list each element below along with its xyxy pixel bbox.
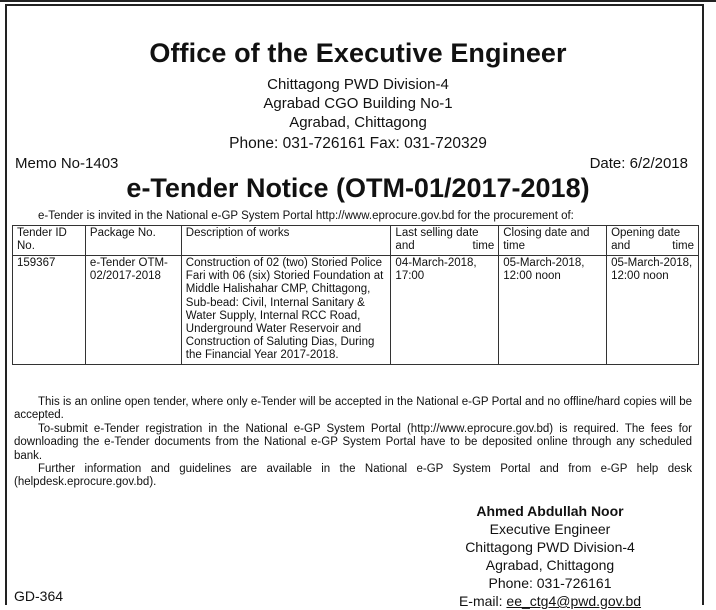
cell-tender-id: 159367 bbox=[13, 256, 86, 365]
paragraph-registration: To-submit e-Tender registration in the National e-GP System Portal (http://www.eprocure.gov.bd) is required. The fees for downloading the e-Tender documents from the National e-GP System Portal have to be deposited online through any scheduled bank. bbox=[14, 422, 692, 462]
col-header-package: Package No. bbox=[85, 226, 181, 256]
division-line: Chittagong PWD Division-4 bbox=[267, 76, 449, 93]
signatory-phone: Phone: 031-726161 bbox=[488, 575, 612, 591]
col-header-tender-id: Tender ID No. bbox=[13, 226, 86, 256]
phone-fax-line: Phone: 031-726161 Fax: 031-720329 bbox=[229, 135, 487, 152]
building-line: Agrabad CGO Building No-1 bbox=[263, 95, 453, 112]
location-line: Agrabad, Chittagong bbox=[289, 114, 427, 131]
signatory-designation: Executive Engineer bbox=[489, 521, 611, 537]
cell-closing: 05-March-2018, 12:00 noon bbox=[499, 256, 607, 365]
col-header-closing: Closing date and time bbox=[499, 226, 607, 256]
cell-description: Construction of 02 (two) Storied Police Fari with 06 (six) Storied Foundation at Middle Halishahar CMP, Chittagong, Sub-bead: Civil, Internal Sanitary & Water Supply, Internal RCC Road, Underground Water Reservoir and Construction of Saluting Dias, During the Financial Year 2017-2018. bbox=[181, 256, 391, 365]
cell-package: e-Tender OTM-02/2017-2018 bbox=[85, 256, 181, 365]
office-title: Office of the Executive Engineer bbox=[149, 38, 567, 68]
signatory-location: Agrabad, Chittagong bbox=[485, 557, 615, 573]
tender-table bbox=[12, 225, 699, 365]
paragraph-online-tender: This is an online open tender, where only e-Tender will be accepted in the National e-GP Portal and no offline/hard copies will be accepted. bbox=[14, 396, 692, 422]
signatory-division: Chittagong PWD Division-4 bbox=[465, 539, 635, 555]
signatory-email bbox=[450, 592, 650, 610]
cell-last-selling: 04-March-2018, 17:00 bbox=[391, 256, 499, 365]
email-link[interactable]: ee_ctg4@pwd.gov.bd bbox=[506, 593, 642, 609]
notice-title: e-Tender Notice (OTM-01/2017-2018) bbox=[126, 173, 590, 203]
col-header-opening: Opening date and time bbox=[607, 226, 699, 256]
gd-number: GD-364 bbox=[14, 588, 64, 604]
table-row bbox=[13, 256, 699, 365]
body-paragraphs bbox=[14, 396, 692, 490]
signature-block bbox=[450, 502, 650, 610]
table-header-row bbox=[13, 226, 699, 256]
memo-number: Memo No-1403 bbox=[15, 155, 119, 172]
intro-text: e-Tender is invited in the National e-GP System Portal http://www.eprocure.gov.bd for the procurement of: bbox=[38, 210, 574, 222]
email-label: E-mail: bbox=[458, 593, 507, 609]
col-header-description: Description of works bbox=[181, 226, 391, 256]
col-header-last-selling: Last selling date and time bbox=[391, 226, 499, 256]
cell-opening: 05-March-2018, 12:00 noon bbox=[607, 256, 699, 365]
paragraph-further-info: Further information and guidelines are available in the National e-GP System Portal and from e-GP help desk (helpdesk.eprocure.gov.bd). bbox=[14, 463, 692, 489]
notice-date: Date: 6/2/2018 bbox=[589, 155, 688, 172]
top-border bbox=[0, 0, 716, 2]
signatory-name: Ahmed Abdullah Noor bbox=[476, 503, 624, 519]
